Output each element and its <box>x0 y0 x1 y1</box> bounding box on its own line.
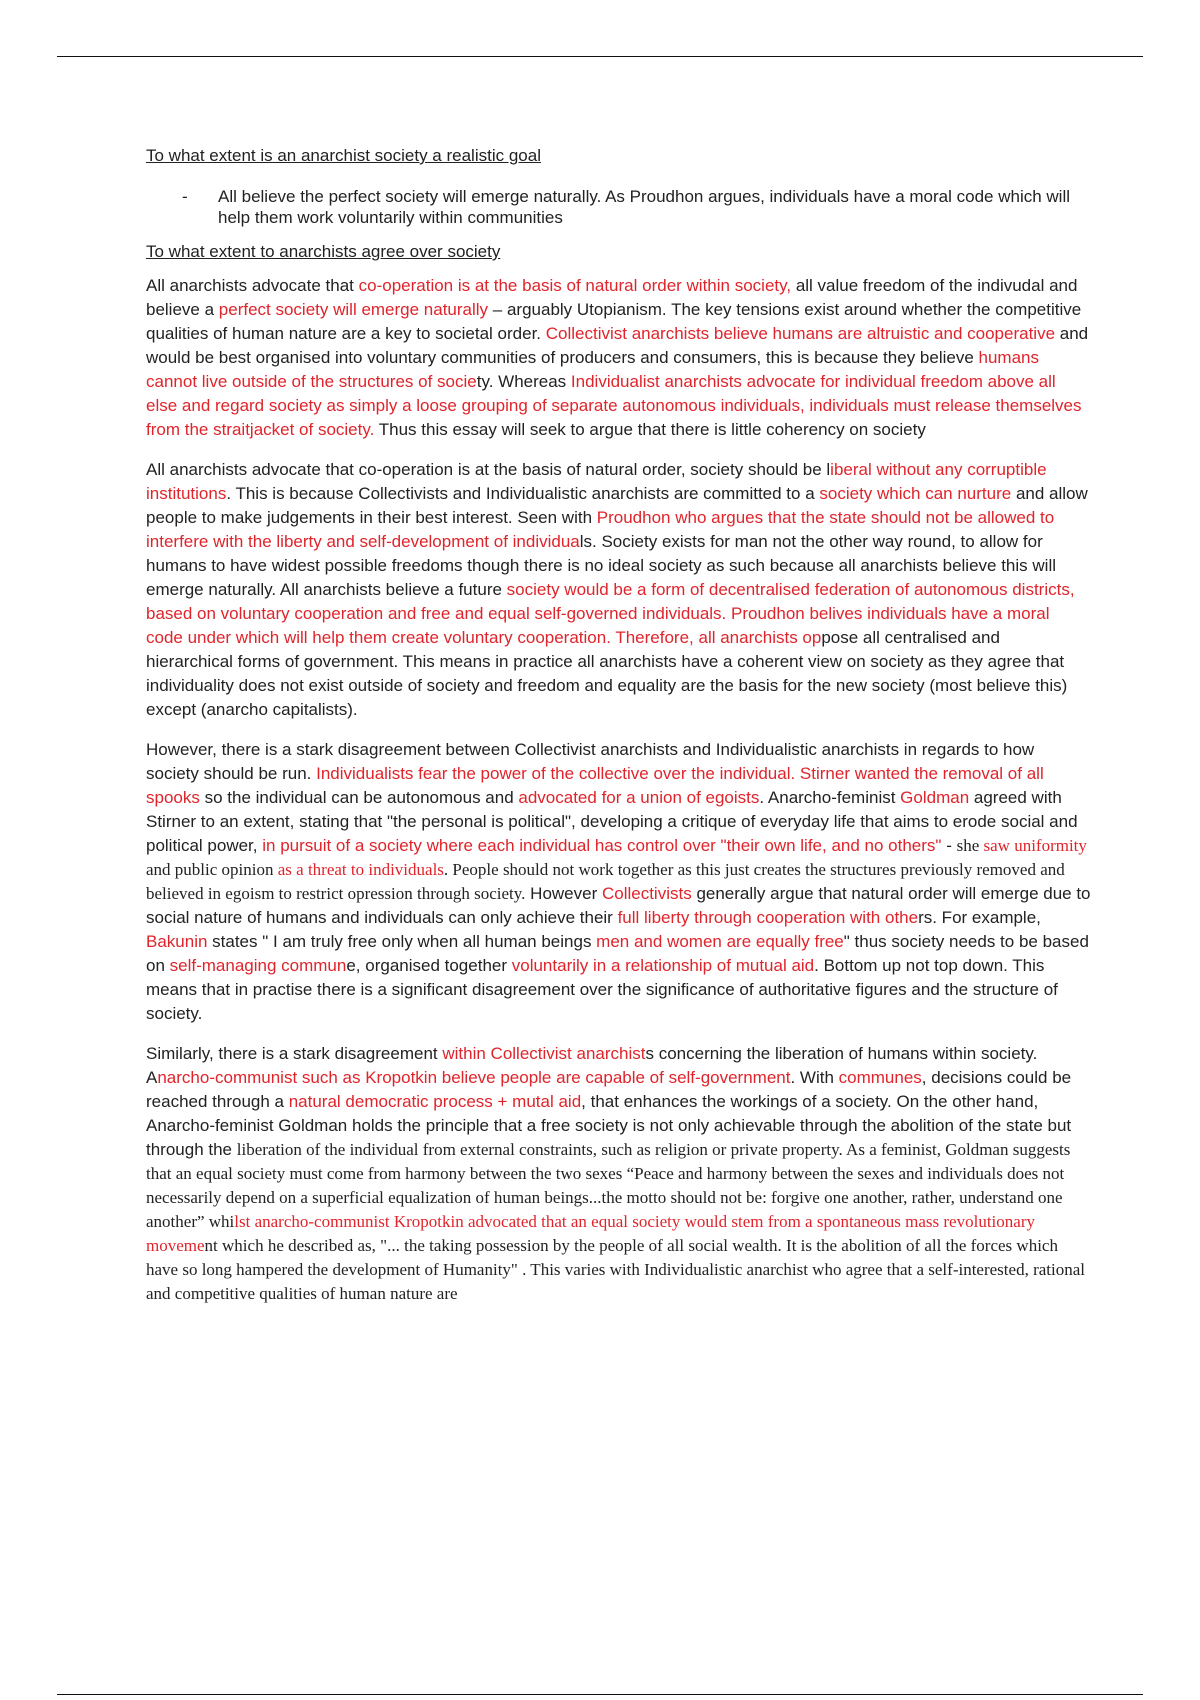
text-run: - <box>941 836 957 855</box>
highlighted-phrase: society would be a form of decentralised federation of autonomous districts, based on voluntary cooperation and free and equal self-governed individuals. Proudhon belives individuals have a moral code under which will help them create voluntary cooperation. Therefore, all anarchists op <box>146 580 1075 647</box>
text-run: Similarly, there is a stark disagreement <box>146 1044 443 1063</box>
highlighted-phrase: self-managing commun <box>169 956 347 975</box>
text-run: s concerning the liberation of humans within society. A <box>146 1044 1038 1087</box>
text-run: agreed with Stirner to an extent, stating that "the personal is political", developing a critique of everyday life that aims to erode social and political power, <box>146 788 1078 855</box>
text-run: " thus society needs to be based on <box>146 932 1089 975</box>
highlighted-phrase: Collectivist anarchists believe humans are altruistic and cooperative <box>545 324 1056 343</box>
highlighted-phrase: Individualist anarchists advocate for individual freedom above all else and regard society as simply a loose grouping of separate autonomous individuals, individuals must release themselves from the straitjacket of society. <box>146 372 1082 439</box>
highlighted-phrase: in pursuit of a society where each individual has control over "their own life, and no others" <box>262 836 942 855</box>
text-run: pose all centralised and hierarchical forms of government. This means in practice all anarchists have a coherent view on society as they agree that individuality does not exist outside of society and freedom and equality are the basis for the new society (most believe this) except (anarcho capitalists). <box>146 628 1068 719</box>
paragraph-collectivist <box>146 1042 1091 1306</box>
highlighted-phrase: men and women are equally free <box>596 932 844 951</box>
text-run: . This is because Collectivists and Individualistic anarchists are committed to a <box>226 484 820 503</box>
text-run: liberation of the individual from external constraints, such as religion or private property. As a feminist, Goldman suggests that an equal society must come from harmony between the two sexes “Peace and harmony between the sexes and individuals does not necessarily depend on a superficial equalization of human beings...the motto should not be: forgive one another, rather, understand one another” whi <box>146 1140 1071 1231</box>
highlighted-phrase: Bakunin <box>146 932 208 951</box>
highlighted-phrase: natural democratic process + mutal aid <box>288 1092 582 1111</box>
highlighted-phrase: Proudhon who argues that the state should not be allowed to interfere with the liberty and self-development of individua <box>146 508 1055 551</box>
highlighted-phrase: society which can nurture <box>819 484 1012 503</box>
highlighted-phrase: full liberty through cooperation with othe <box>617 908 919 927</box>
text-run: , decisions could be reached through a <box>146 1068 1072 1111</box>
text-run: All anarchists advocate that co-operation is at the basis of natural order, society should be l <box>146 460 831 479</box>
paragraph-disagreement <box>146 738 1091 1026</box>
text-run: e, organised together <box>346 956 512 975</box>
document-body <box>146 146 1091 1306</box>
text-run: , that enhances the workings of a society. On the other hand, Anarcho-feminist Goldman holds the principle that a free society is not only achievable through the abolition of the state but through the <box>146 1092 1072 1159</box>
highlighted-phrase: Goldman <box>900 788 970 807</box>
text-run: ls. Society exists for man not the other way round, to allow for humans to have widest possible freedoms though there is no ideal society as such because all anarchists believe this will emerge naturally. All anarchists believe a future <box>146 532 1056 599</box>
text-run: states " I am truly free only when all human beings <box>207 932 597 951</box>
top-rule <box>57 56 1143 57</box>
paragraph-intro <box>146 274 1091 442</box>
bullet-item <box>146 186 1091 228</box>
text-run: . People should not work together as this just creates the structures previously removed and believed in egoism to restrict opression through society. <box>146 860 1065 903</box>
highlighted-phrase: co-operation is at the basis of natural order within society, <box>358 276 792 295</box>
highlighted-phrase: perfect society will emerge naturally <box>218 300 489 319</box>
heading-realistic-goal: To what extent is an anarchist society a realistic goal <box>146 146 541 165</box>
text-run: However, there is a stark disagreement between Collectivist anarchists and Individualistic anarchists in regards to how society should be run. <box>146 740 1035 783</box>
highlighted-phrase: communes <box>838 1068 922 1087</box>
highlighted-phrase: Individualists fear the power of the collective over the individual. Stirner wanted the removal of all spooks <box>146 764 1044 807</box>
text-run: all value freedom of the indivudal and believe a <box>146 276 1078 319</box>
text-run: and allow people to make judgements in their best interest. Seen with <box>146 484 1088 527</box>
text-run: rs. For example, <box>918 908 1041 927</box>
text-run: . Anarcho-feminist <box>759 788 901 807</box>
text-run: However <box>525 884 602 903</box>
text-run: and public opinion <box>146 860 278 879</box>
highlighted-phrase: voluntarily in a relationship of mutual aid <box>511 956 815 975</box>
highlighted-phrase: narcho-communist such as Kropotkin believe people are capable of self-government <box>157 1068 791 1087</box>
text-run: All anarchists advocate that <box>146 276 359 295</box>
heading-agree-over-society: To what extent to anarchists agree over society <box>146 242 501 261</box>
highlighted-phrase: humans cannot live outside of the structures of socie <box>146 348 1039 391</box>
bullet-dash: - <box>182 187 188 206</box>
text-run: so the individual can be autonomous and <box>199 788 519 807</box>
text-run: Thus this essay will seek to argue that there is little coherency on society <box>374 420 926 439</box>
highlighted-phrase: saw uniformity <box>983 836 1087 855</box>
text-run: – arguably Utopianism. The key tensions exist around whether the competitive qualities of human nature are a key to societal order. <box>146 300 1082 343</box>
text-run: . With <box>790 1068 839 1087</box>
highlighted-phrase: within Collectivist anarchist <box>442 1044 646 1063</box>
text-run: . Bottom up not top down. This means that in practise there is a significant disagreement over the significance of authoritative figures and the structure of society. <box>146 956 1058 1023</box>
paragraph-cooperation <box>146 458 1091 722</box>
highlighted-phrase: iberal without any corruptible institutions <box>146 460 1047 503</box>
highlighted-phrase: as a threat to individuals <box>277 860 444 879</box>
text-run: generally argue that natural order will emerge due to social nature of humans and individuals can only achieve their <box>146 884 1091 927</box>
bullet-text: All believe the perfect society will emerge naturally. As Proudhon argues, individuals have a moral code which will help them work voluntarily within communities <box>218 187 1071 227</box>
highlighted-phrase: advocated for a union of egoists <box>518 788 760 807</box>
text-run: ty. Whereas <box>476 372 571 391</box>
bottom-rule <box>57 1694 1143 1695</box>
text-run: she <box>956 836 984 855</box>
highlighted-phrase: lst anarcho-communist Kropotkin advocated that an equal society would stem from a spontaneous mass revolutionary moveme <box>146 1212 1035 1255</box>
text-run: and would be best organised into voluntary communities of producers and consumers, this is because they believe <box>146 324 1089 367</box>
highlighted-phrase: Collectivists <box>601 884 692 903</box>
text-run: nt which he described as, "... the taking possession by the people of all social wealth. It is the abolition of all the forces which have so long hampered the development of Humanity" . This varies with Individualistic anarchist who agree that a self-interested, rational and competitive qualities of human nature are <box>146 1236 1085 1303</box>
